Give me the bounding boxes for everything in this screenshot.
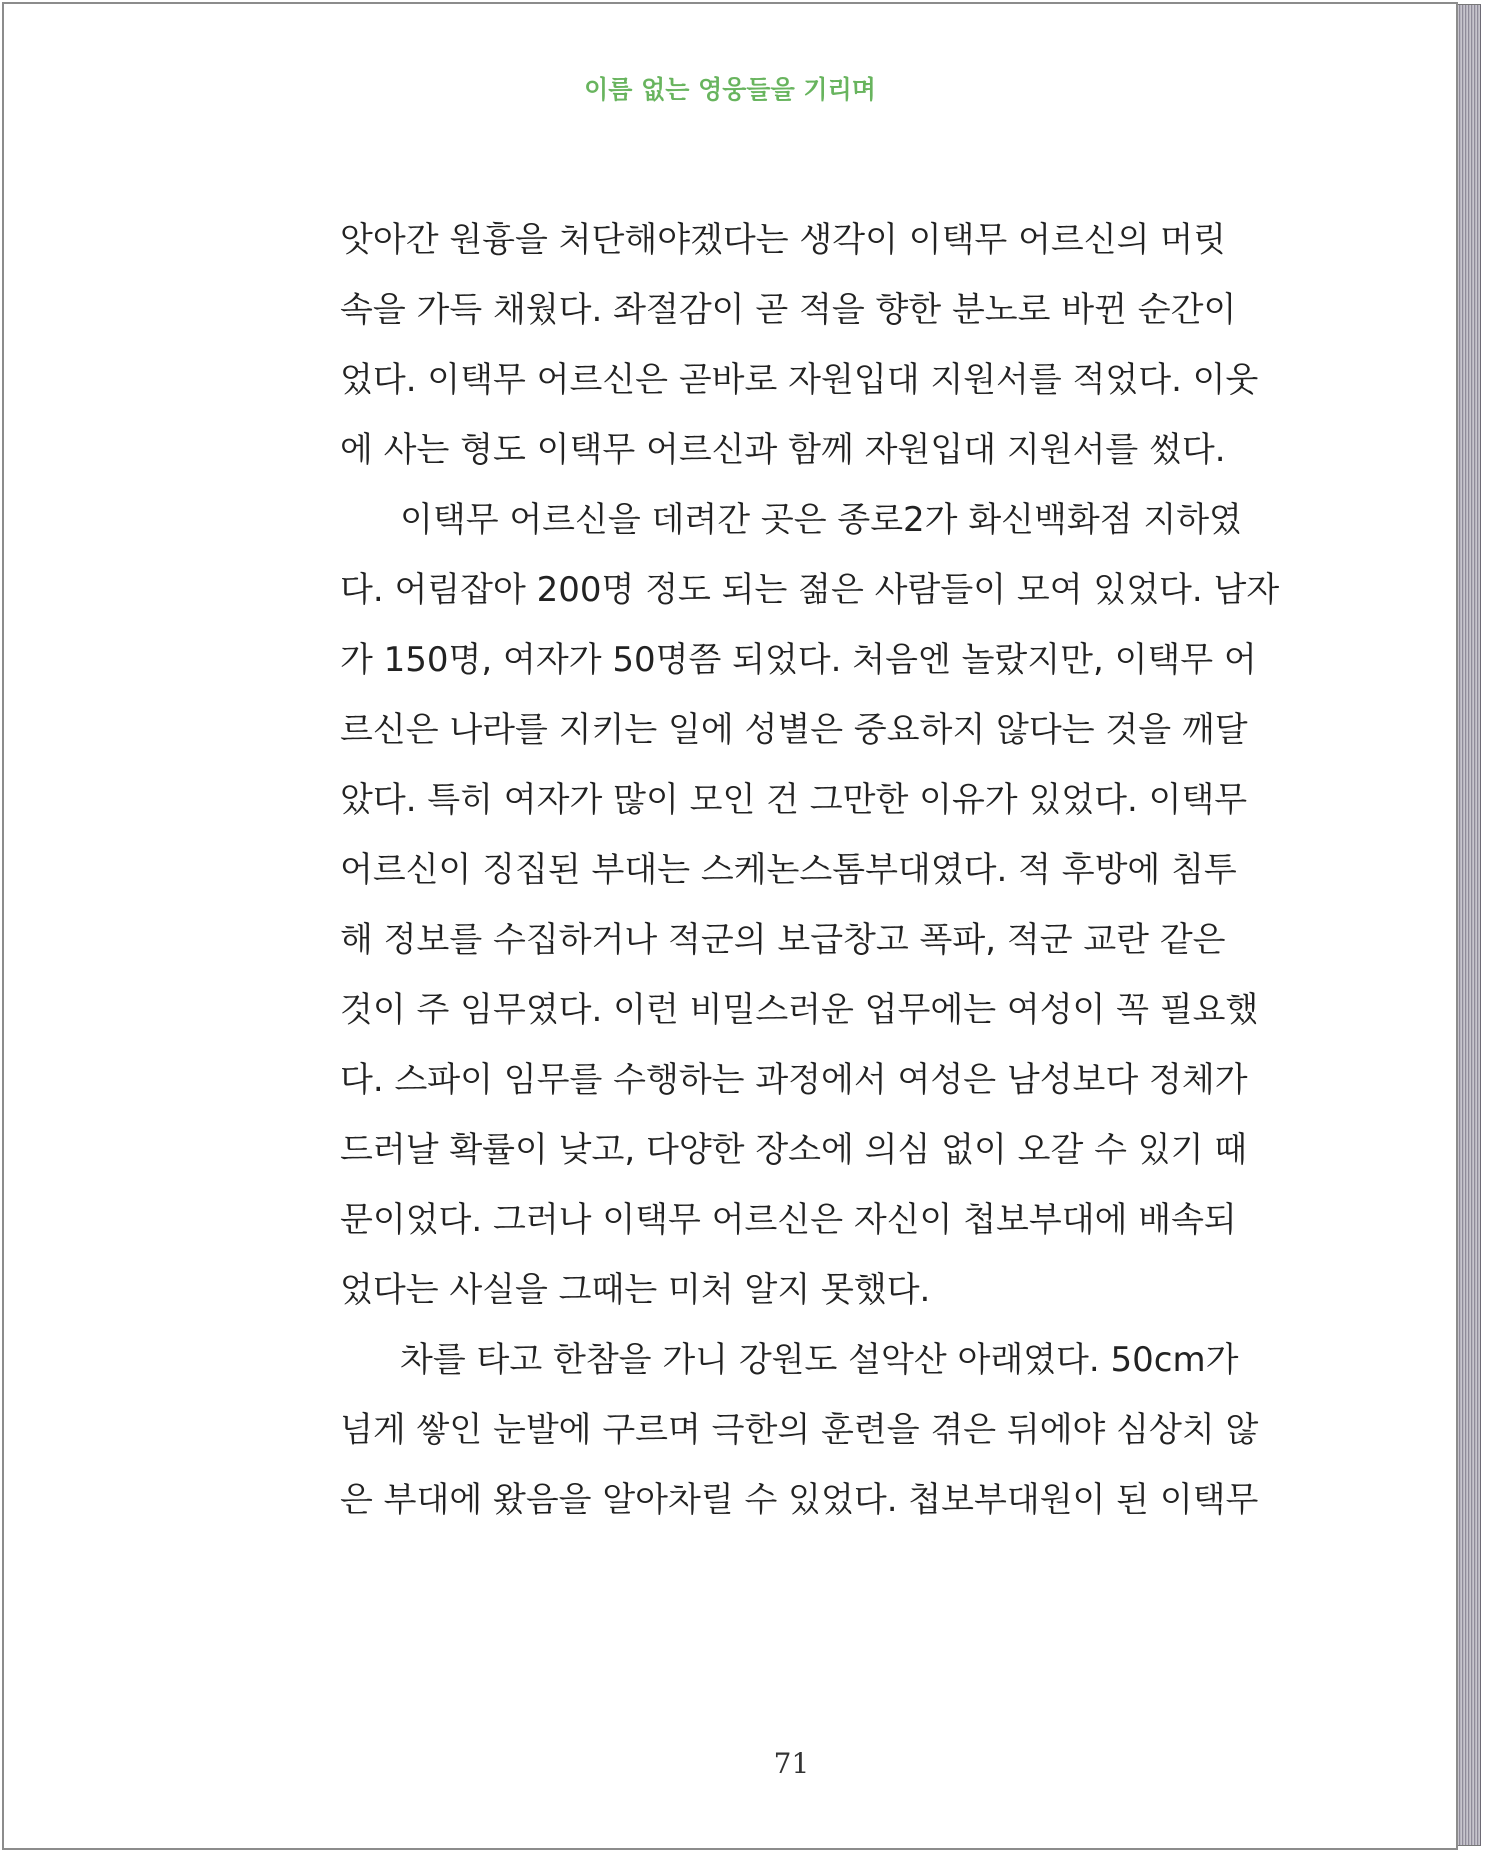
text-line-indented: 이택무 어르신을 데려간 곳은 종로2가 화신백화점 지하였 — [400, 500, 1242, 540]
text-line: 다. 어림잡아 200명 정도 되는 젊은 사람들이 모여 있었다. 남자 — [340, 570, 1280, 610]
text-line-indented: 차를 타고 한참을 가니 강원도 설악산 아래였다. 50cm가 — [400, 1340, 1239, 1380]
body-text — [340, 205, 1280, 1535]
text-line: 다. 스파이 임무를 수행하는 과정에서 여성은 남성보다 정체가 — [340, 1060, 1248, 1100]
text-line: 에 사는 형도 이택무 어르신과 함께 자원입대 지원서를 썼다. — [340, 430, 1226, 470]
text-line: 해 정보를 수집하거나 적군의 보급창고 폭파, 적군 교란 같은 — [340, 920, 1226, 960]
text-line: 넘게 쌓인 눈발에 구르며 극한의 훈련을 겪은 뒤에야 심상치 않 — [340, 1410, 1259, 1450]
text-line: 었다는 사실을 그때는 미처 알지 못했다. — [340, 1270, 931, 1310]
text-line: 앗아간 원흉을 처단해야겠다는 생각이 이택무 어르신의 머릿 — [340, 220, 1226, 260]
page-edge-stack — [1458, 4, 1481, 1846]
page-number: 71 — [773, 1747, 810, 1780]
text-line: 드러날 확률이 낮고, 다양한 장소에 의심 없이 오갈 수 있기 때 — [340, 1130, 1248, 1170]
running-head: 이름 없는 영웅들을 기리며 — [584, 75, 876, 104]
text-line: 르신은 나라를 지키는 일에 성별은 중요하지 않다는 것을 깨달 — [340, 710, 1248, 750]
text-line: 가 150명, 여자가 50명쯤 되었다. 처음엔 놀랐지만, 이택무 어 — [340, 640, 1257, 680]
text-line: 문이었다. 그러나 이택무 어르신은 자신이 첩보부대에 배속되 — [340, 1200, 1237, 1240]
text-line: 은 부대에 왔음을 알아차릴 수 있었다. 첩보부대원이 된 이택무 — [340, 1480, 1259, 1520]
text-line: 속을 가득 채웠다. 좌절감이 곧 적을 향한 분노로 바뀐 순간이 — [340, 290, 1237, 330]
text-line: 았다. 특히 여자가 많이 모인 건 그만한 이유가 있었다. 이택무 — [340, 780, 1248, 820]
text-line: 어르신이 징집된 부대는 스케논스톰부대였다. 적 후방에 침투 — [340, 850, 1237, 890]
text-line: 것이 주 임무였다. 이런 비밀스러운 업무에는 여성이 꼭 필요했 — [340, 990, 1259, 1030]
text-line: 었다. 이택무 어르신은 곧바로 자원입대 지원서를 적었다. 이웃 — [340, 360, 1259, 400]
